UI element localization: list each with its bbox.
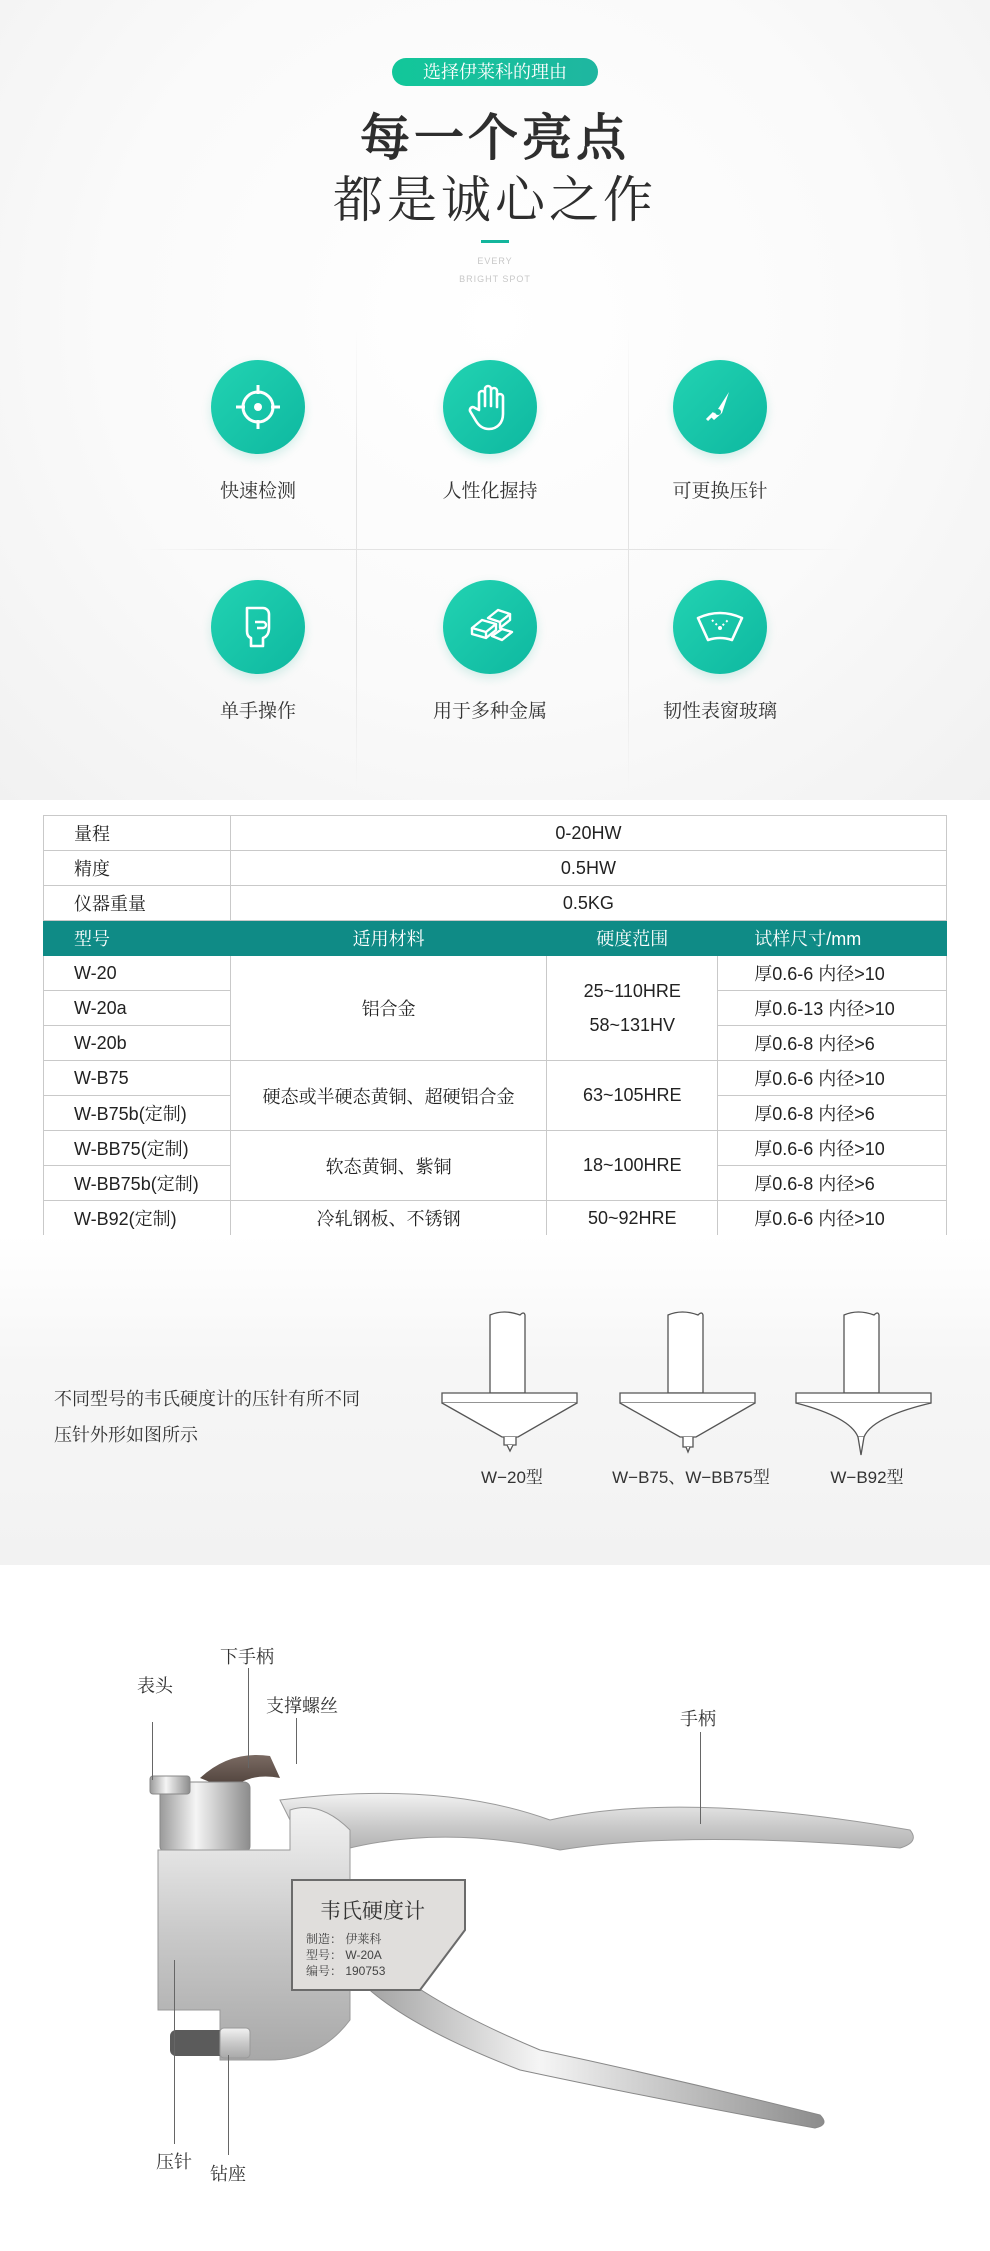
table-row (44, 816, 947, 851)
callout-lower-handle: 下手柄 (220, 1647, 274, 1667)
english-caption-1: EVERY (477, 256, 513, 266)
hardness-cell: 50~92HRE (547, 1201, 718, 1236)
callout-leader (248, 1668, 249, 1768)
spec-label: 量程 (44, 816, 231, 851)
size-cell: 厚0.6-13 内径>10 (718, 991, 947, 1026)
spec-value: 0-20HW (230, 816, 946, 851)
spec-label: 精度 (44, 851, 231, 886)
indenter-label: W−B92型 (830, 1468, 904, 1487)
material-cell: 硬态或半硬态黄铜、超硬铝合金 (230, 1061, 546, 1131)
indenter-label: W−B75、W−BB75型 (612, 1468, 770, 1487)
table-row (44, 886, 947, 921)
nameplate-serial: 编号： 190753 (306, 1964, 386, 1978)
hardness-cell: 18~100HRE (547, 1131, 718, 1201)
target-icon (211, 360, 305, 454)
indenter-wb92-drawing (796, 1312, 931, 1455)
model-cell: W-BB75(定制) (44, 1131, 231, 1166)
page-subtitle: 都是诚心之作 (333, 172, 657, 228)
spec-label: 仪器重量 (44, 886, 231, 921)
callout-support-screw: 支撑螺丝 (266, 1696, 338, 1716)
material-cell: 冷轧钢板、不锈钢 (230, 1201, 546, 1236)
table-row (44, 956, 947, 991)
hardness-value: 58~131HV (589, 1015, 676, 1035)
column-header: 试样尺寸/mm (718, 921, 947, 956)
watch-window-icon (673, 580, 767, 674)
grid-divider (140, 549, 850, 550)
feature-label: 人性化握持 (442, 481, 538, 502)
indenter-description: 不同型号的韦氏硬度计的压针有所不同 (54, 1389, 360, 1409)
section-tag: 选择伊莱科的理由 (392, 58, 598, 86)
table-row (44, 851, 947, 886)
feature-multi-metal (390, 580, 590, 723)
size-cell: 厚0.6-6 内径>10 (718, 1131, 947, 1166)
hardness-cell (547, 956, 718, 1061)
model-cell: W-20a (44, 991, 231, 1026)
feature-one-hand (158, 580, 358, 723)
column-header: 适用材料 (230, 921, 546, 956)
spec-value: 0.5HW (230, 851, 946, 886)
callout-handle: 手柄 (680, 1709, 716, 1729)
feature-label: 单手操作 (219, 701, 296, 722)
compass-needle-icon (673, 360, 767, 454)
column-header: 型号 (44, 921, 231, 956)
spec-table (43, 815, 947, 1236)
table-row (44, 1131, 947, 1166)
nameplate-maker: 制造： 伊莱科 (306, 1932, 382, 1946)
feature-label: 用于多种金属 (432, 701, 547, 722)
feature-quick-test (158, 360, 358, 503)
callout-leader (228, 2055, 229, 2155)
model-cell: W-B75b(定制) (44, 1096, 231, 1131)
callout-indenter: 压针 (156, 2152, 192, 2172)
metal-ingots-icon (443, 580, 537, 674)
model-cell: W-B92(定制) (44, 1201, 231, 1236)
hardness-cell: 63~105HRE (547, 1061, 718, 1131)
callout-leader (296, 1718, 297, 1764)
size-cell: 厚0.6-8 内径>6 (718, 1026, 947, 1061)
feature-ergonomic-grip (390, 360, 590, 503)
page-title: 每一个亮点 (360, 110, 630, 166)
indenter-description: 压针外形如图所示 (54, 1425, 198, 1445)
feature-label: 可更换压针 (672, 481, 768, 502)
hand-icon (443, 360, 537, 454)
hardness-value: 25~110HRE (583, 981, 681, 1001)
indenter-wb75-drawing (620, 1312, 755, 1452)
nameplate-title: 韦氏硬度计 (320, 1900, 425, 1923)
title-divider (481, 240, 509, 243)
model-cell: W-20b (44, 1026, 231, 1061)
column-header: 硬度范围 (547, 921, 718, 956)
size-cell: 厚0.6-6 内径>10 (718, 1061, 947, 1096)
model-cell: W-20 (44, 956, 231, 991)
nameplate-model: 型号： W-20A (306, 1948, 382, 1962)
callout-leader (700, 1732, 701, 1824)
feature-tough-glass (620, 580, 820, 723)
indenter-label: W−20型 (481, 1468, 543, 1487)
indenter-diagrams (430, 1305, 950, 1485)
size-cell: 厚0.6-6 内径>10 (718, 956, 947, 991)
callout-anvil: 钻座 (210, 2164, 246, 2184)
material-cell: 软态黄铜、紫铜 (230, 1131, 546, 1201)
feature-label: 快速检测 (219, 481, 296, 502)
table-row (44, 1061, 947, 1096)
callout-leader (152, 1722, 153, 1780)
material-cell: 铝合金 (230, 956, 546, 1061)
size-cell: 厚0.6-8 内径>6 (718, 1096, 947, 1131)
size-cell: 厚0.6-8 内径>6 (718, 1166, 947, 1201)
size-cell: 厚0.6-6 内径>10 (718, 1201, 947, 1236)
table-row (44, 1201, 947, 1236)
spec-value: 0.5KG (230, 886, 946, 921)
feature-label: 韧性表窗玻璃 (662, 701, 777, 722)
model-cell: W-BB75b(定制) (44, 1166, 231, 1201)
indenter-w20-drawing (442, 1312, 577, 1451)
model-cell: W-B75 (44, 1061, 231, 1096)
table-header-row (44, 921, 947, 956)
english-caption-2: BRIGHT SPOT (459, 274, 531, 284)
callout-head: 表头 (137, 1676, 173, 1696)
grip-hand-icon (211, 580, 305, 674)
hardness-tester-image (120, 1720, 920, 2140)
callout-leader (174, 1960, 175, 2144)
feature-replaceable-indenter (620, 360, 820, 503)
